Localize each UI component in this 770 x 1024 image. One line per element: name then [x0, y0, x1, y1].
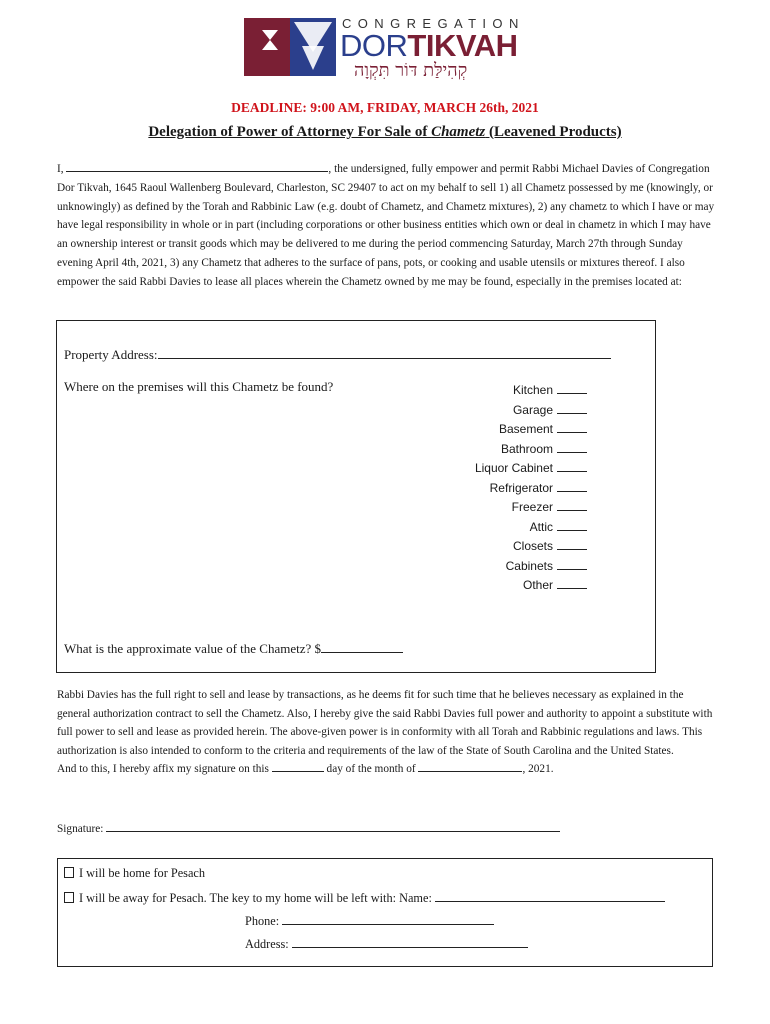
room-label: Kitchen [512, 383, 553, 397]
room-label: Bathroom [500, 441, 553, 456]
value-field[interactable] [321, 640, 403, 653]
logo-congregation-text: CONGREGATION [342, 16, 525, 31]
room-label: Closets [512, 539, 553, 553]
away-option: I will be away for Pesach. The key to my home will be left with: Name: [64, 890, 665, 906]
key-holder-name-field[interactable] [435, 890, 665, 902]
home-checkbox[interactable] [64, 867, 74, 878]
room-blank-field[interactable] [557, 559, 587, 570]
room-blank-field[interactable] [557, 500, 587, 511]
room-label: Liquor Cabinet [474, 461, 553, 475]
room-blank-field[interactable] [557, 481, 587, 492]
property-address-field[interactable] [158, 346, 611, 359]
room-option [475, 578, 587, 598]
room-blank-field[interactable] [557, 461, 587, 472]
room-blank-field[interactable] [557, 539, 587, 550]
pesach-box [57, 858, 713, 967]
logo-name: DORTIKVAH [340, 28, 518, 63]
room-option [475, 422, 587, 442]
room-blank-field[interactable] [557, 403, 587, 414]
room-option [475, 539, 587, 559]
signature-field[interactable] [106, 820, 560, 832]
value-row: What is the approximate value of the Chametz? $ [64, 640, 403, 657]
room-label: Garage [512, 402, 553, 417]
property-box [56, 320, 656, 673]
phone-row: Phone: [245, 913, 494, 929]
congregation-logo [244, 16, 534, 80]
document-title: Delegation of Power of Attorney For Sale of Chametz (Leavened Products) [148, 124, 622, 140]
room-option [475, 481, 587, 501]
room-option [475, 461, 587, 481]
signature-row: Signature: [57, 820, 560, 835]
room-blank-field[interactable] [557, 578, 587, 589]
room-list [475, 383, 587, 598]
room-label: Cabinets [505, 558, 553, 573]
phone-field[interactable] [282, 913, 494, 925]
where-question: Where on the premises will this Chametz be found? [64, 379, 334, 394]
delegation-paragraph: I, , the undersigned, fully empower and permit Rabbi Michael Davies of Congregation Dor Tikvah, 1645 Raoul Wallenberg Boulevard, Charleston, SC 29407 to act on my behalf to sell 1) all Chametz possessed by me (knowingly, or unknowingly) as defined by the Torah and Rabbinic Law (e.g. doubt of Chametz, and Chametz mixtures), 2) any chametz to which I have or may have legal responsibility in whole or in part (including corporations or other business entities which own or deal in chametz in which I may have an ownership interest or transit goods which may be delivered to me during the period commencing Saturday, March 27th through Sunday evening April 4th, 2021, 3) any Chametz that adheres to the surface of pans, pots, or cooking and usable utensils or mixtures thereof. I also empower the said Rabbi Davies to lease all places wherein the Chametz owned by me may be found, especially in the premises located at: [57, 160, 717, 292]
away-checkbox[interactable] [64, 892, 74, 903]
room-option [475, 403, 587, 423]
room-label: Freezer [511, 500, 553, 514]
day-field[interactable] [272, 760, 324, 772]
logo-mark-icon [244, 16, 336, 76]
authorization-paragraph: Rabbi Davies has the full right to sell and lease by transactions, as he deems fit for such time that he believes necessary as explained in the general authorization contract to sell the Chametz. Also, I hereby give the said Rabbi Davies full power and authority to appoint a substitute with full power to sell and lease as provided herein. The above-given power is in conformity with all Torah and Rabbinic regulations and laws. This authorization is also intended to conform to the criteria and requirements of the law of the State of South Carolina and the United States. And to this, I hereby affix my signature on this day of the month of , 2021. [57, 689, 713, 776]
room-option [475, 383, 587, 403]
logo-hebrew: קְהִילַּת דּוֹר תִּקְוָה [354, 60, 468, 81]
room-blank-field[interactable] [557, 520, 587, 531]
room-option [475, 520, 587, 540]
deadline-notice: DEADLINE: 9:00 AM, FRIDAY, MARCH 26th, 2021 [231, 100, 539, 115]
room-label: Other [522, 578, 553, 592]
room-label: Refrigerator [489, 480, 553, 495]
address-row: Address: [245, 936, 528, 952]
name-field[interactable] [66, 160, 328, 172]
room-label: Basement [498, 422, 553, 436]
room-option [475, 500, 587, 520]
room-option [475, 559, 587, 579]
property-address-row: Property Address: [64, 346, 611, 363]
room-blank-field[interactable] [557, 442, 587, 453]
home-option: I will be home for Pesach [64, 866, 205, 881]
room-blank-field[interactable] [557, 422, 587, 433]
room-blank-field[interactable] [557, 383, 587, 394]
room-option [475, 442, 587, 462]
month-field[interactable] [418, 760, 522, 772]
address-field[interactable] [292, 936, 528, 948]
room-label: Attic [529, 519, 553, 534]
